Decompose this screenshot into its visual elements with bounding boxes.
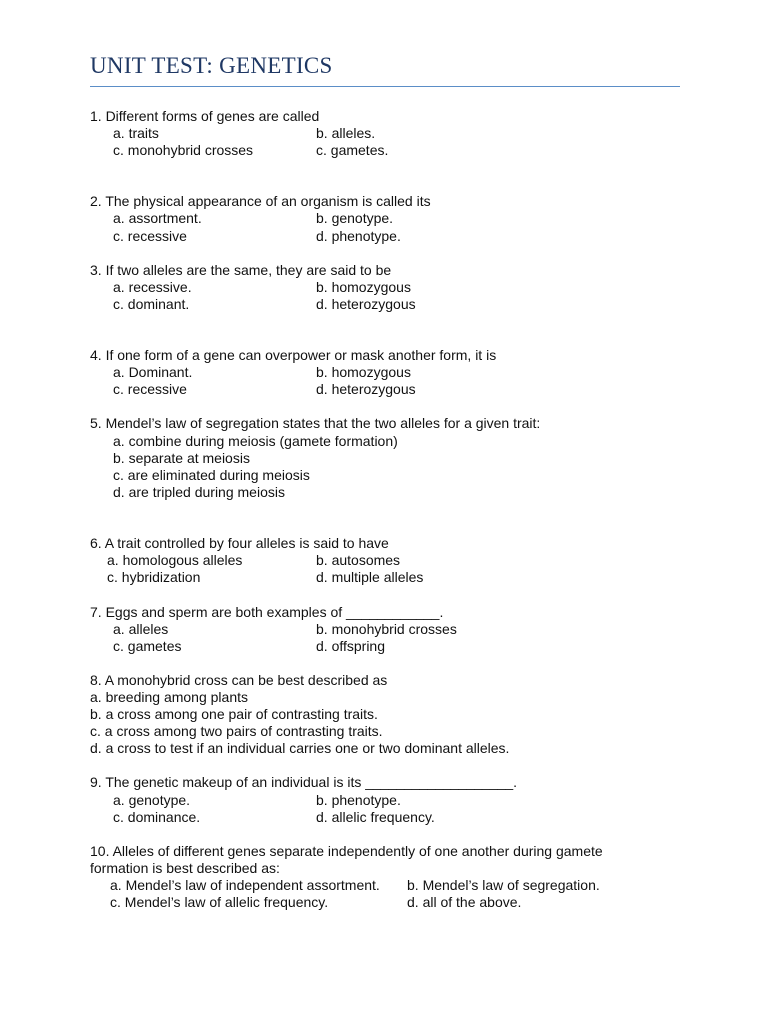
question-stem: 1. Different forms of genes are called xyxy=(90,108,320,124)
option: a. recessive. xyxy=(113,279,192,295)
option: c. hybridization xyxy=(107,569,201,585)
option: d. phenotype. xyxy=(316,228,401,244)
option: a. breeding among plants xyxy=(90,689,248,705)
option: d. offspring xyxy=(316,638,386,654)
option: b. Mendel’s law of segregation. xyxy=(407,877,600,893)
option: c. a cross among two pairs of contrasting traits. xyxy=(90,723,383,739)
option: c. monohybrid crosses xyxy=(113,142,254,158)
option: b. homozygous xyxy=(316,279,411,295)
option: d. a cross to test if an individual carries one or two dominant alleles. xyxy=(90,740,510,756)
option: c. recessive xyxy=(113,228,187,244)
question-stem: 6. A trait controlled by four alleles is said to have xyxy=(90,535,389,551)
option: c. Mendel’s law of allelic frequency. xyxy=(110,894,329,910)
option: a. homologous alleles xyxy=(107,552,243,568)
question-stem: 5. Mendel’s law of segregation states that the two alleles for a given trait: xyxy=(90,415,541,431)
question-stem: 7. Eggs and sperm are both examples of ____________. xyxy=(90,604,444,620)
option: a. Mendel’s law of independent assortment. xyxy=(110,877,380,893)
option: d. multiple alleles xyxy=(316,569,424,585)
option: a. genotype. xyxy=(113,792,191,808)
question-stem-continued: formation is best described as: xyxy=(90,860,280,876)
option: c. recessive xyxy=(113,381,187,397)
option: a. Dominant. xyxy=(113,364,193,380)
option: d. heterozygous xyxy=(316,296,416,312)
option: c. dominance. xyxy=(113,809,201,825)
option: c. gametes xyxy=(113,638,182,654)
question-stem: 9. The genetic makeup of an individual is its ___________________. xyxy=(90,774,518,790)
page-title: UNIT TEST: GENETICS xyxy=(90,53,333,78)
option: d. all of the above. xyxy=(407,894,522,910)
option: a. traits xyxy=(113,125,159,141)
question-stem: 4. If one form of a gene can overpower or mask another form, it is xyxy=(90,347,497,363)
question-stem: 2. The physical appearance of an organism is called its xyxy=(90,193,431,209)
option: b. monohybrid crosses xyxy=(316,621,457,637)
option: d. heterozygous xyxy=(316,381,416,397)
option: d. allelic frequency. xyxy=(316,809,435,825)
option: b. homozygous xyxy=(316,364,411,380)
option: b. separate at meiosis xyxy=(113,450,250,466)
option: b. autosomes xyxy=(316,552,401,568)
option: a. assortment. xyxy=(113,210,202,226)
option: c. gametes. xyxy=(316,142,389,158)
option: b. genotype. xyxy=(316,210,394,226)
option: c. are eliminated during meiosis xyxy=(113,467,310,483)
question-stem: 8. A monohybrid cross can be best described as xyxy=(90,672,388,688)
option: b. phenotype. xyxy=(316,792,401,808)
option: c. dominant. xyxy=(113,296,190,312)
question-stem: 3. If two alleles are the same, they are said to be xyxy=(90,262,392,278)
question-stem: 10. Alleles of different genes separate independently of one another during gamete xyxy=(90,843,603,859)
title-divider xyxy=(90,86,680,87)
option: d. are tripled during meiosis xyxy=(113,484,285,500)
option: b. alleles. xyxy=(316,125,376,141)
option: a. combine during meiosis (gamete formation) xyxy=(113,433,398,449)
option: a. alleles xyxy=(113,621,169,637)
option: b. a cross among one pair of contrasting traits. xyxy=(90,706,378,722)
